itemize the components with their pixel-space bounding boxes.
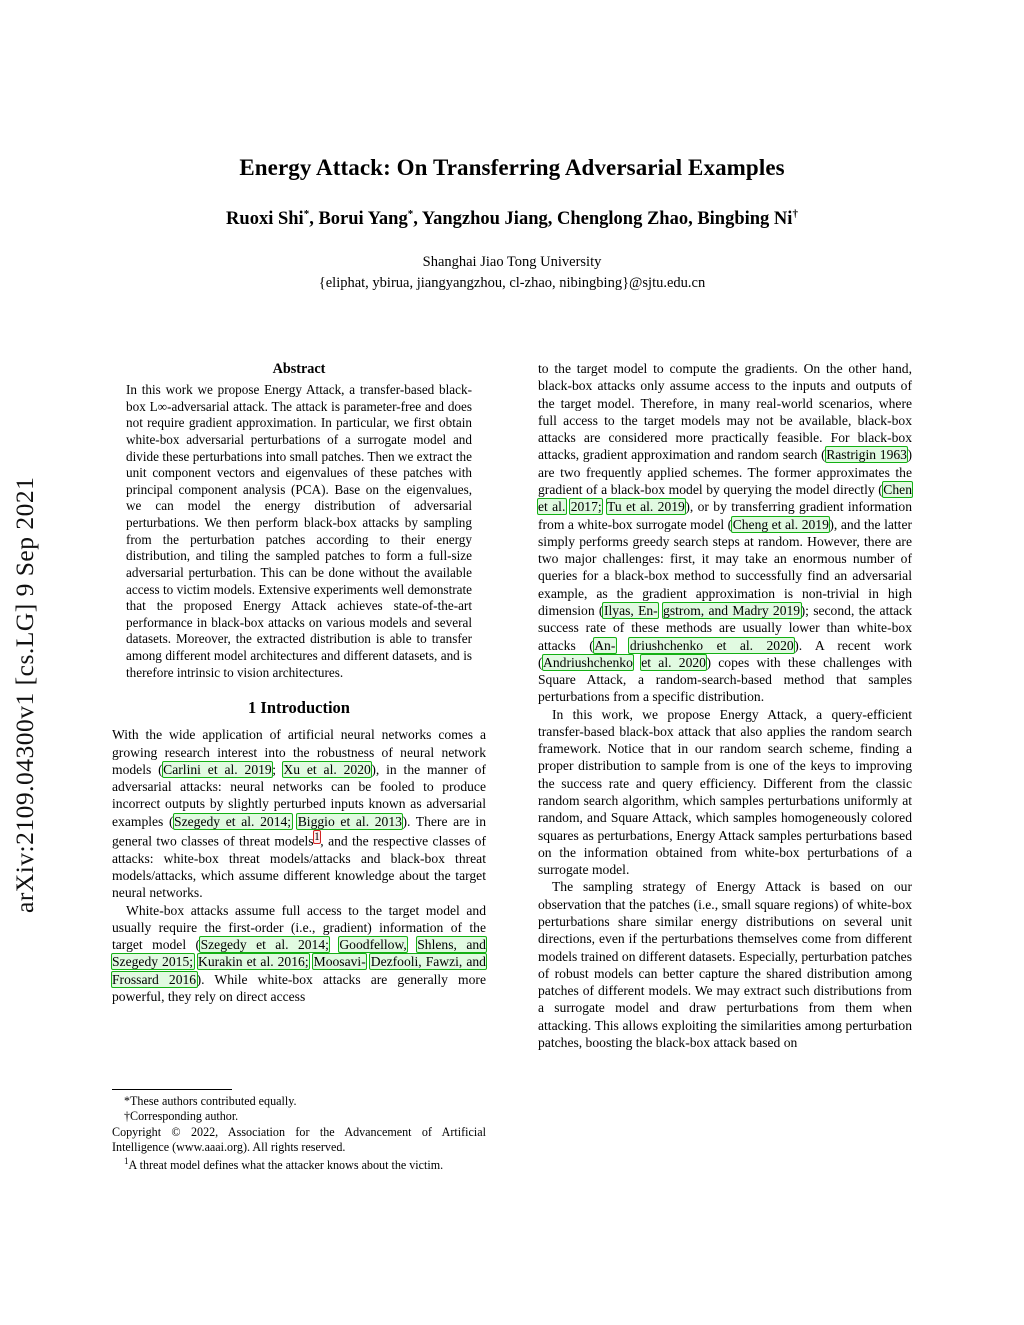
- intro-r1-g: ) copes with these challenges with Square Attack, a random-search-based method that samples perturbations from a specific distribution.: [538, 654, 912, 705]
- author-2: Borui Yang: [318, 209, 408, 230]
- intro-r1-b: ) are two frequently applied schemes. The former approximates the gradient of a black-box model by querying the model directly (: [538, 447, 912, 497]
- footnote-block: [112, 1089, 486, 1173]
- author-1: Ruoxi Shi: [226, 209, 304, 230]
- intro-r1-a: to the target model to compute the gradients. On the other hand, black-box attacks only assume access to the inputs and outputs of the target model. Therefore, in many real-world scenarios, where full access to the target models may not be available, black-box attacks are considered more practically feasible. For black-box attacks, gradient approximation and random search (: [538, 361, 912, 463]
- intro-p1-b: ;: [272, 761, 283, 777]
- intro-r1-e: ); second, the attack success rate of these methods are usually lower than white-box attacks (: [538, 602, 912, 653]
- citation-biggio-2013[interactable]: Biggio et al. 2013: [297, 813, 402, 829]
- citation-ilyas-b[interactable]: gstrom, and Madry 2019: [663, 602, 801, 618]
- citation-rastrigin-1963[interactable]: Rastrigin 1963: [826, 447, 907, 463]
- arxiv-stamp: [10, 355, 40, 915]
- intro-r1-d: ), and the latter simply performs greedy search steps at random. However, there are two major challenges: first, it may take an enormous number of queries for a black-box method to successfully find an adversarial example, as the gradient approximation is non-trivial in high dimension (: [538, 516, 913, 618]
- author-corresponding-marker: †: [792, 208, 798, 220]
- author-sep-1: ,: [309, 209, 319, 230]
- intro-p1-a: With the wide application of artificial neural networks comes a growing research interest into the robustness of neural network models (: [112, 727, 486, 777]
- citation-andriushchenko-d[interactable]: et al. 2020: [641, 654, 706, 670]
- intro-p1-d: ). There are in general two classes of threat models: [112, 813, 486, 849]
- intro-p1-c: ), in the manner of adversarial attacks: neural networks can be fooled to produce incorrect outputs by slightly perturbed inputs known as adversarial examples (: [112, 761, 486, 829]
- footnote-rule: [112, 1089, 232, 1090]
- section-heading-introduction: 1 Introduction: [248, 698, 350, 718]
- citation-goodfellow-b[interactable]: Shlens, and Szegedy 2015;: [112, 937, 486, 970]
- citation-moosavi-a[interactable]: Moosavi-: [313, 954, 366, 970]
- citation-tu-2019[interactable]: Tu et al. 2019: [607, 499, 685, 515]
- author-emails: {eliphat, ybirua, jiangyangzhou, cl-zhao, nibingbing}@sjtu.edu.cn: [318, 275, 706, 292]
- citation-andriushchenko-a[interactable]: An-: [594, 637, 616, 653]
- citation-andriushchenko-c[interactable]: Andriushchenko: [543, 654, 633, 670]
- arxiv-stamp-text: arXiv:2109.04300v1 [cs.LG] 9 Sep 2021: [10, 476, 39, 913]
- intro-r1-f: ). A recent work (: [538, 637, 912, 670]
- intro-paragraph-3: [538, 360, 912, 706]
- citation-ilyas-a[interactable]: Ilyas, En-: [603, 602, 658, 618]
- citation-goodfellow-a[interactable]: Goodfellow,: [339, 937, 407, 953]
- citation-szegedy-2014[interactable]: Szegedy et al. 2014;: [174, 813, 292, 829]
- intro-p1-e: , and the respective classes of attacks: white-box threat models/attacks and black-box threat models/attacks, which assume different knowledge about the target neural networks.: [112, 833, 487, 901]
- citation-kurakin-2016[interactable]: Kurakin et al. 2016;: [198, 954, 309, 970]
- page-title: Energy Attack: On Transferring Adversarial Examples: [239, 155, 785, 180]
- author-list: [112, 208, 912, 230]
- citation-chen-a[interactable]: Chen et al.: [538, 481, 912, 515]
- left-column: [112, 360, 486, 1005]
- footnote-threat-model-text: A threat model defines what the attacker knows about the victim.: [128, 1157, 444, 1172]
- intro-p2-b: ). While white-box attacks are generally more powerful, they rely on direct access: [112, 971, 486, 1005]
- author-1-footnote-marker: *: [303, 208, 310, 220]
- citation-cheng-2019[interactable]: Cheng et al. 2019: [732, 516, 829, 532]
- citation-carlini-2019[interactable]: Carlini et al. 2019: [163, 761, 272, 777]
- intro-paragraph-1: [112, 726, 486, 901]
- citation-xu-2020[interactable]: Xu et al. 2020: [283, 761, 371, 777]
- footnote-number-1: 1: [124, 1155, 129, 1166]
- author-rest: Yangzhou Jiang, Chenglong Zhao, Bingbing Ni: [421, 209, 793, 230]
- citation-chen-b[interactable]: 2017;: [570, 499, 602, 515]
- footnote-equal-contribution: *These authors contributed equally.: [124, 1094, 297, 1108]
- intro-paragraph-5: The sampling strategy of Energy Attack is based on our observation that the patches (i.e., small square regions) of white-box perturbations share similar energy distributions on several unit directions, even if the perturbations themselves come from different models trained on different datasets. Especially, perturbation patches of robust models can better capture the shared distribution among patches of different models. We may extract such distributions from a surrogate model and draw perturbations from them when attacking. This allows exploiting the similarities among perturbation patches, boosting the black-box attack based on: [538, 879, 912, 1050]
- right-column: [538, 360, 912, 1051]
- footnote-corresponding-author: †Corresponding author.: [124, 1109, 239, 1124]
- intro-paragraph-4: In this work, we propose Energy Attack, a query-efficient transfer-based black-box attack that also applies the random search framework. Notice that in our random search scheme, finding a proper distribution to sample from is one of the keys to improving the success rate and query efficiency. Different from the classic random search algorithm, which samples perturbations uniformly at random, and Square Attack, which samples homogeneously colored squares as perturbations, Energy Attack samples perturbations based on the information obtained from white-box perturbations of a surrogate model.: [538, 706, 912, 878]
- affiliation-block: [112, 252, 912, 294]
- citation-szegedy-2014-b[interactable]: Szegedy et al. 2014;: [200, 937, 329, 953]
- footnote-marker-1[interactable]: 1: [314, 830, 320, 843]
- intro-p2-a: White-box attacks assume full access to the target model and usually require the first-order (i.e., gradient) information of the target model (: [112, 902, 486, 953]
- footnote-threat-model: [112, 1156, 486, 1173]
- citation-moosavi-b[interactable]: Dezfooli, Fawzi, and Frossard 2016: [112, 954, 486, 987]
- author-sep-2: ,: [413, 209, 422, 230]
- abstract-heading: Abstract: [272, 361, 326, 377]
- affiliation-name: Shanghai Jiao Tong University: [422, 254, 602, 270]
- footnote-copyright: Copyright © 2022, Association for the Advancement of Artificial Intelligence (www.aaai.org). All rights reserved.: [112, 1124, 486, 1155]
- intro-paragraph-2: [112, 902, 486, 1006]
- abstract-text: In this work we propose Energy Attack, a transfer-based black-box L∞-adversarial attack. The attack is parameter-free and does not require gradient approximation. In particular, we first obtain white-box adversarial perturbations of a surrogate model and divide these perturbations into small patches. Then we extract the unit component vectors and eigenvalues of these patches with principal component analysis (PCA). Base on the eigenvalues, we can model the energy distribution of adversarial perturbations. We then perform black-box attacks by sampling from the perturbation patches according to their energy distribution, and tiling the sampled patches to form a full-size adversarial perturbation. This can be done without the available access to victim models. Extensive experiments well demonstrate that the proposed Energy Attack achieves state-of-the-art performance in black-box attacks on various models and several datasets. Moreover, the extracted distribution is able to transfer among different model architectures and different datasets, and is therefore intrinsic to vision architectures.: [126, 382, 472, 680]
- intro-r1-c: ), or by transferring gradient information from a white-box surrogate model (: [538, 499, 913, 532]
- citation-andriushchenko-b[interactable]: driushchenko et al. 2020: [629, 637, 794, 653]
- author-2-footnote-marker: *: [407, 208, 414, 220]
